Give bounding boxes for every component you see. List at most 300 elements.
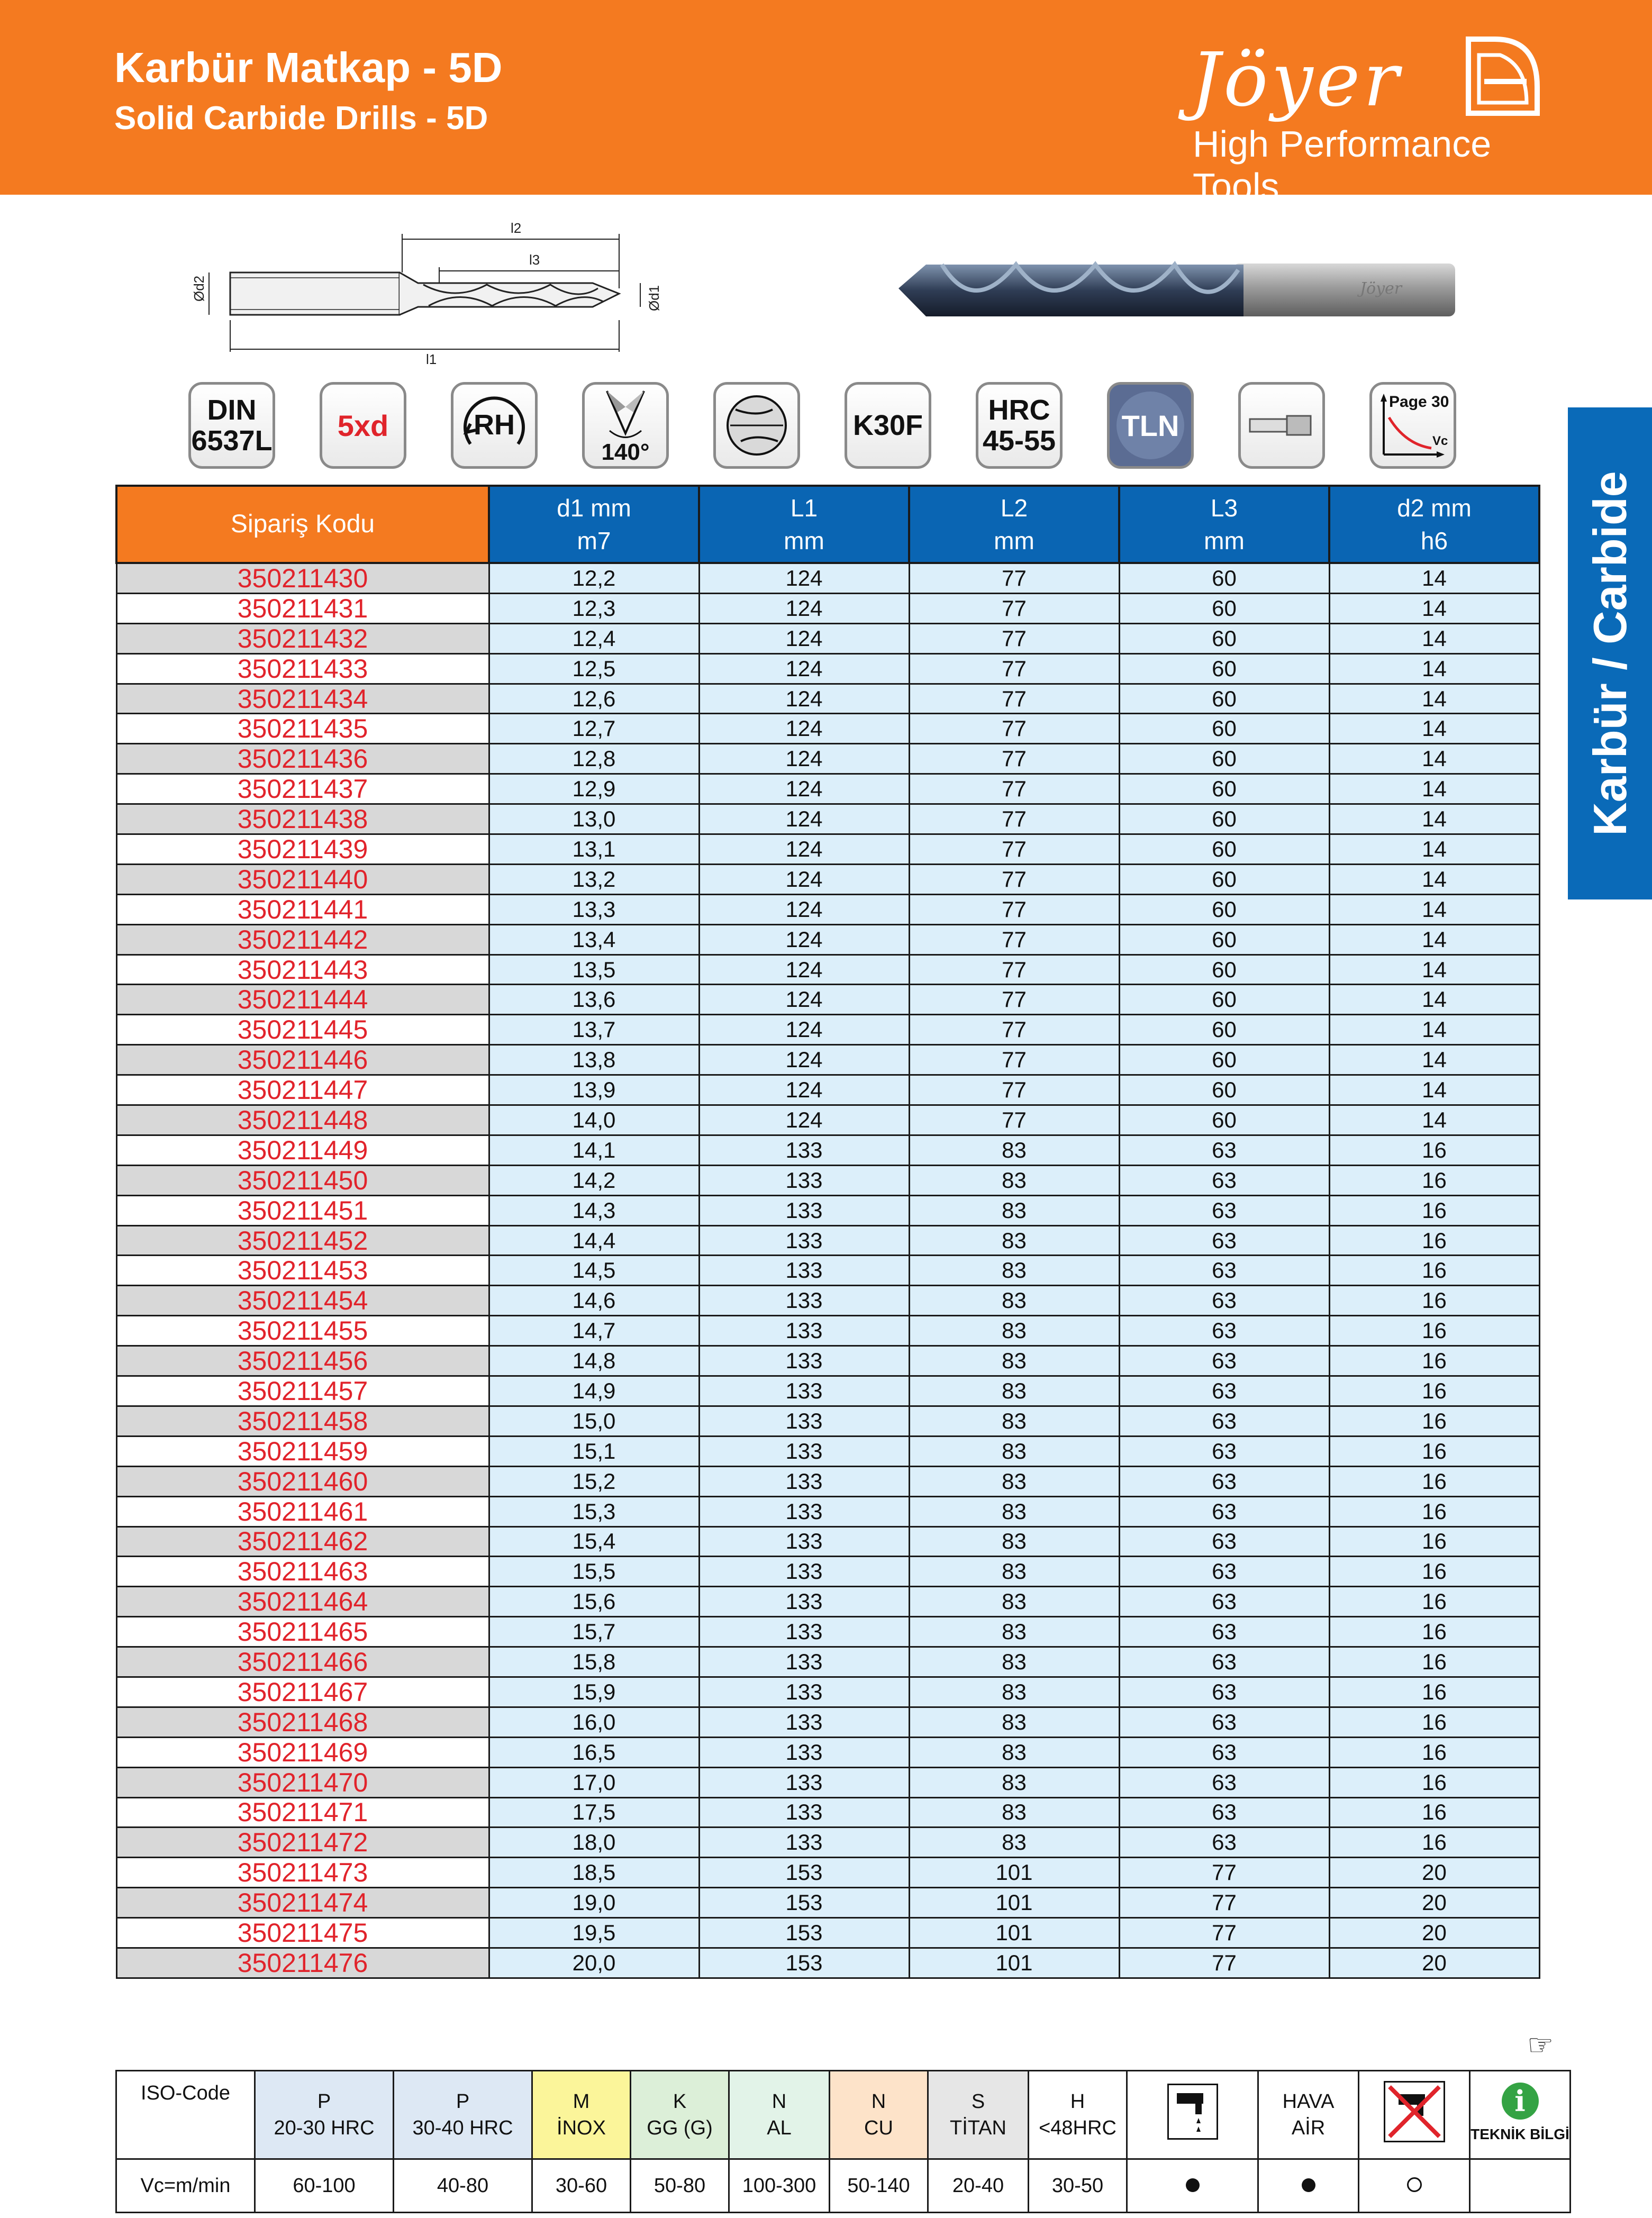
pointing-hand-icon: ☞ bbox=[1527, 2028, 1554, 2061]
cell-d2: 16 bbox=[1329, 1316, 1539, 1346]
cell-l3: 63 bbox=[1119, 1828, 1329, 1858]
dim-l3: l3 bbox=[529, 252, 540, 268]
cell-d1: 13,4 bbox=[489, 924, 699, 955]
cell-l2: 83 bbox=[909, 1587, 1119, 1617]
cell-d2: 16 bbox=[1329, 1406, 1539, 1436]
cell-order-code: 350211443 bbox=[116, 955, 489, 985]
cell-l3: 60 bbox=[1119, 985, 1329, 1015]
cell-d1: 14,7 bbox=[489, 1316, 699, 1346]
cell-order-code: 350211451 bbox=[116, 1195, 489, 1225]
cell-order-code: 350211473 bbox=[116, 1858, 489, 1888]
table-row bbox=[116, 744, 1539, 774]
iso-s: S TİTAN bbox=[928, 2071, 1029, 2159]
cell-d2: 16 bbox=[1329, 1165, 1539, 1195]
cell-l1: 133 bbox=[699, 1316, 909, 1346]
technical-info: i TEKNİK BİLGİ bbox=[1470, 2071, 1571, 2159]
cell-d1: 15,3 bbox=[489, 1496, 699, 1526]
cell-order-code: 350211445 bbox=[116, 1015, 489, 1045]
table-row bbox=[116, 714, 1539, 744]
table-row bbox=[116, 1587, 1539, 1617]
iso-code-label: ISO-Code bbox=[116, 2071, 255, 2159]
cell-d2: 20 bbox=[1329, 1918, 1539, 1948]
cell-d2: 14 bbox=[1329, 1075, 1539, 1105]
cell-l2: 77 bbox=[909, 774, 1119, 804]
cell-l1: 124 bbox=[699, 623, 909, 653]
cell-l2: 77 bbox=[909, 714, 1119, 744]
cell-order-code: 350211461 bbox=[116, 1496, 489, 1526]
cell-order-code: 350211431 bbox=[116, 593, 489, 623]
cell-d2: 16 bbox=[1329, 1557, 1539, 1587]
cell-d2: 16 bbox=[1329, 1587, 1539, 1617]
cell-order-code: 350211472 bbox=[116, 1828, 489, 1858]
cell-l1: 133 bbox=[699, 1496, 909, 1526]
cell-d1: 14,1 bbox=[489, 1135, 699, 1165]
cutting-speed-row bbox=[116, 2159, 1571, 2213]
cell-d2: 16 bbox=[1329, 1346, 1539, 1376]
cell-d1: 18,0 bbox=[489, 1828, 699, 1858]
cell-d2: 16 bbox=[1329, 1737, 1539, 1767]
cell-l3: 60 bbox=[1119, 744, 1329, 774]
header-l1: L1 mm bbox=[699, 486, 909, 563]
cell-d1: 12,8 bbox=[489, 744, 699, 774]
vc-m: 30-60 bbox=[532, 2159, 631, 2213]
table-row bbox=[116, 894, 1539, 924]
table-row bbox=[116, 1557, 1539, 1587]
cell-l3: 63 bbox=[1119, 1165, 1329, 1195]
cell-d1: 19,0 bbox=[489, 1888, 699, 1918]
drill-photo bbox=[894, 249, 1466, 328]
cell-l3: 77 bbox=[1119, 1888, 1329, 1918]
cell-l1: 133 bbox=[699, 1436, 909, 1466]
table-row bbox=[116, 1135, 1539, 1165]
cell-l2: 77 bbox=[909, 1075, 1119, 1105]
dim-d1: Ød1 bbox=[646, 285, 662, 311]
cell-d2: 20 bbox=[1329, 1888, 1539, 1918]
cell-d1: 12,3 bbox=[489, 593, 699, 623]
table-row bbox=[116, 1466, 1539, 1496]
cell-l2: 83 bbox=[909, 1195, 1119, 1225]
title-turkish: Karbür Matkap - 5D bbox=[114, 44, 503, 91]
cell-d1: 13,3 bbox=[489, 894, 699, 924]
cell-l1: 133 bbox=[699, 1135, 909, 1165]
cell-l1: 124 bbox=[699, 955, 909, 985]
cell-l1: 124 bbox=[699, 1045, 909, 1075]
carbide-grade-icon: K30F bbox=[845, 382, 931, 469]
cell-d1: 15,1 bbox=[489, 1436, 699, 1466]
cell-order-code: 350211441 bbox=[116, 894, 489, 924]
cell-order-code: 350211433 bbox=[116, 653, 489, 684]
cell-l3: 60 bbox=[1119, 924, 1329, 955]
product-table bbox=[115, 485, 1540, 1979]
cell-d1: 14,2 bbox=[489, 1165, 699, 1195]
table-row bbox=[116, 1888, 1539, 1918]
cell-l1: 124 bbox=[699, 804, 909, 834]
cell-d2: 14 bbox=[1329, 1045, 1539, 1075]
cell-order-code: 350211432 bbox=[116, 623, 489, 653]
table-body bbox=[116, 563, 1539, 1978]
cell-l2: 83 bbox=[909, 1557, 1119, 1587]
cell-l1: 133 bbox=[699, 1617, 909, 1647]
cell-l1: 133 bbox=[699, 1737, 909, 1767]
cell-l3: 60 bbox=[1119, 864, 1329, 894]
table-row bbox=[116, 1165, 1539, 1195]
table-row bbox=[116, 1496, 1539, 1526]
cell-l2: 83 bbox=[909, 1346, 1119, 1376]
cell-order-code: 350211465 bbox=[116, 1617, 489, 1647]
din-standard-icon: DIN 6537L bbox=[188, 382, 275, 469]
table-row bbox=[116, 1045, 1539, 1075]
cell-l2: 101 bbox=[909, 1888, 1119, 1918]
cell-l3: 63 bbox=[1119, 1647, 1329, 1677]
cell-order-code: 350211444 bbox=[116, 985, 489, 1015]
cell-d2: 14 bbox=[1329, 563, 1539, 593]
cell-l2: 77 bbox=[909, 924, 1119, 955]
cell-l3: 60 bbox=[1119, 804, 1329, 834]
iso-h: H <48HRC bbox=[1029, 2071, 1127, 2159]
category-tab bbox=[1568, 407, 1652, 899]
cell-l3: 60 bbox=[1119, 714, 1329, 744]
cell-d1: 15,0 bbox=[489, 1406, 699, 1436]
cell-l2: 83 bbox=[909, 1526, 1119, 1557]
cell-d1: 16,5 bbox=[489, 1737, 699, 1767]
cell-l1: 133 bbox=[699, 1406, 909, 1436]
cell-order-code: 350211440 bbox=[116, 864, 489, 894]
cell-l1: 153 bbox=[699, 1858, 909, 1888]
cell-l1: 133 bbox=[699, 1677, 909, 1707]
cell-order-code: 350211458 bbox=[116, 1406, 489, 1436]
cell-l2: 77 bbox=[909, 1105, 1119, 1135]
table-row bbox=[116, 1105, 1539, 1135]
cell-l2: 83 bbox=[909, 1677, 1119, 1707]
cell-d2: 16 bbox=[1329, 1195, 1539, 1225]
cell-l2: 77 bbox=[909, 744, 1119, 774]
cell-l1: 133 bbox=[699, 1767, 909, 1797]
cell-order-code: 350211466 bbox=[116, 1647, 489, 1677]
cell-l2: 83 bbox=[909, 1707, 1119, 1737]
cell-l2: 83 bbox=[909, 1225, 1119, 1256]
cell-d2: 16 bbox=[1329, 1617, 1539, 1647]
cell-l3: 60 bbox=[1119, 623, 1329, 653]
table-row bbox=[116, 1617, 1539, 1647]
cell-d2: 14 bbox=[1329, 834, 1539, 865]
cell-order-code: 350211468 bbox=[116, 1707, 489, 1737]
technical-info-empty bbox=[1470, 2159, 1571, 2213]
cell-d2: 14 bbox=[1329, 744, 1539, 774]
cell-l2: 77 bbox=[909, 623, 1119, 653]
table-row bbox=[116, 1015, 1539, 1045]
cell-l3: 63 bbox=[1119, 1376, 1329, 1406]
cell-l2: 77 bbox=[909, 1015, 1119, 1045]
cell-l1: 153 bbox=[699, 1918, 909, 1948]
cell-d1: 13,5 bbox=[489, 955, 699, 985]
air-cooling-label: HAVA AİR bbox=[1258, 2071, 1359, 2159]
dim-l2: l2 bbox=[511, 222, 522, 236]
cell-l3: 60 bbox=[1119, 774, 1329, 804]
cell-l3: 63 bbox=[1119, 1466, 1329, 1496]
cell-l3: 63 bbox=[1119, 1256, 1329, 1286]
cell-d1: 13,1 bbox=[489, 834, 699, 865]
cell-d1: 15,2 bbox=[489, 1466, 699, 1496]
cell-d1: 13,2 bbox=[489, 864, 699, 894]
table-row bbox=[116, 985, 1539, 1015]
air-recommended-dot bbox=[1258, 2159, 1359, 2213]
cell-order-code: 350211454 bbox=[116, 1286, 489, 1316]
cell-l3: 60 bbox=[1119, 1075, 1329, 1105]
cross-section-icon bbox=[713, 382, 800, 469]
cell-order-code: 350211476 bbox=[116, 1948, 489, 1978]
cell-order-code: 350211470 bbox=[116, 1767, 489, 1797]
dim-l1: l1 bbox=[426, 351, 437, 365]
vc-p1: 60-100 bbox=[255, 2159, 394, 2213]
cell-order-code: 350211469 bbox=[116, 1737, 489, 1767]
cell-l3: 63 bbox=[1119, 1316, 1329, 1346]
cell-l1: 133 bbox=[699, 1225, 909, 1256]
cell-order-code: 350211438 bbox=[116, 804, 489, 834]
table-row bbox=[116, 684, 1539, 714]
feature-icons bbox=[188, 382, 1469, 472]
table-row bbox=[116, 593, 1539, 623]
info-icon: i bbox=[1502, 2083, 1539, 2120]
table-row bbox=[116, 1406, 1539, 1436]
cell-l2: 83 bbox=[909, 1797, 1119, 1828]
cell-d2: 14 bbox=[1329, 714, 1539, 744]
cell-l3: 60 bbox=[1119, 894, 1329, 924]
cell-l3: 63 bbox=[1119, 1496, 1329, 1526]
table-row bbox=[116, 1918, 1539, 1948]
cell-d2: 16 bbox=[1329, 1707, 1539, 1737]
cell-order-code: 350211467 bbox=[116, 1677, 489, 1707]
cell-l2: 83 bbox=[909, 1496, 1119, 1526]
cell-l2: 101 bbox=[909, 1858, 1119, 1888]
cell-l2: 77 bbox=[909, 653, 1119, 684]
cell-l3: 60 bbox=[1119, 653, 1329, 684]
cell-d2: 20 bbox=[1329, 1858, 1539, 1888]
cell-d1: 15,5 bbox=[489, 1557, 699, 1587]
cell-l3: 63 bbox=[1119, 1617, 1329, 1647]
cell-l1: 124 bbox=[699, 1105, 909, 1135]
cell-l2: 77 bbox=[909, 985, 1119, 1015]
cell-l1: 133 bbox=[699, 1466, 909, 1496]
cell-order-code: 350211452 bbox=[116, 1225, 489, 1256]
cell-d1: 17,5 bbox=[489, 1797, 699, 1828]
table-row bbox=[116, 1346, 1539, 1376]
cell-l2: 83 bbox=[909, 1828, 1119, 1858]
cell-order-code: 350211442 bbox=[116, 924, 489, 955]
cell-l1: 124 bbox=[699, 985, 909, 1015]
cell-l3: 60 bbox=[1119, 684, 1329, 714]
table-row bbox=[116, 1707, 1539, 1737]
cell-d2: 14 bbox=[1329, 1105, 1539, 1135]
hardness-icon: HRC 45-55 bbox=[976, 382, 1063, 469]
cell-l2: 83 bbox=[909, 1617, 1119, 1647]
cell-d1: 14,5 bbox=[489, 1256, 699, 1286]
depth-5xd-icon: 5xd bbox=[320, 382, 406, 469]
cell-l1: 133 bbox=[699, 1828, 909, 1858]
cell-d1: 19,5 bbox=[489, 1918, 699, 1948]
vc-p2: 40-80 bbox=[394, 2159, 532, 2213]
cell-l1: 124 bbox=[699, 774, 909, 804]
cell-order-code: 350211459 bbox=[116, 1436, 489, 1466]
header-l2: L2 mm bbox=[909, 486, 1119, 563]
cell-l1: 124 bbox=[699, 593, 909, 623]
cell-l1: 124 bbox=[699, 864, 909, 894]
cell-d1: 13,6 bbox=[489, 985, 699, 1015]
cell-l3: 77 bbox=[1119, 1918, 1329, 1948]
cell-d1: 12,7 bbox=[489, 714, 699, 744]
cell-d1: 17,0 bbox=[489, 1767, 699, 1797]
svg-text:Vc: Vc bbox=[1432, 434, 1448, 448]
iso-p2: P 30-40 HRC bbox=[394, 2071, 532, 2159]
cell-d1: 13,7 bbox=[489, 1015, 699, 1045]
table-row bbox=[116, 1376, 1539, 1406]
cell-d1: 20,0 bbox=[489, 1948, 699, 1978]
cell-l2: 83 bbox=[909, 1286, 1119, 1316]
header-l3: L3 mm bbox=[1119, 486, 1329, 563]
side-strip bbox=[1568, 0, 1652, 2218]
cell-order-code: 350211460 bbox=[116, 1466, 489, 1496]
table-row bbox=[116, 955, 1539, 985]
cell-d2: 16 bbox=[1329, 1436, 1539, 1466]
table-row bbox=[116, 1316, 1539, 1346]
cell-l3: 77 bbox=[1119, 1858, 1329, 1888]
cell-l1: 124 bbox=[699, 653, 909, 684]
vc-k: 50-80 bbox=[631, 2159, 729, 2213]
cell-d2: 14 bbox=[1329, 955, 1539, 985]
cell-d2: 14 bbox=[1329, 684, 1539, 714]
svg-text:Page 30: Page 30 bbox=[1389, 393, 1449, 411]
shank-type-icon bbox=[1238, 382, 1325, 469]
cell-d2: 16 bbox=[1329, 1526, 1539, 1557]
cell-l1: 124 bbox=[699, 684, 909, 714]
cell-d1: 14,4 bbox=[489, 1225, 699, 1256]
cell-l3: 63 bbox=[1119, 1526, 1329, 1557]
table-row bbox=[116, 1948, 1539, 1978]
cell-l3: 60 bbox=[1119, 593, 1329, 623]
cell-order-code: 350211449 bbox=[116, 1135, 489, 1165]
vc-s: 20-40 bbox=[928, 2159, 1029, 2213]
cell-d1: 12,9 bbox=[489, 774, 699, 804]
vc-h: 30-50 bbox=[1029, 2159, 1127, 2213]
svg-text:140°: 140° bbox=[601, 439, 650, 465]
cell-l2: 83 bbox=[909, 1406, 1119, 1436]
cell-order-code: 350211475 bbox=[116, 1918, 489, 1948]
table-row bbox=[116, 864, 1539, 894]
iso-cutting-table bbox=[115, 2070, 1571, 2213]
cell-l3: 63 bbox=[1119, 1135, 1329, 1165]
cell-d1: 14,8 bbox=[489, 1346, 699, 1376]
cell-d2: 16 bbox=[1329, 1496, 1539, 1526]
cell-d2: 14 bbox=[1329, 864, 1539, 894]
cell-l3: 63 bbox=[1119, 1797, 1329, 1828]
header-d1: d1 mm m7 bbox=[489, 486, 699, 563]
table-row bbox=[116, 834, 1539, 865]
no-coolant-icon bbox=[1359, 2071, 1470, 2159]
cell-order-code: 350211455 bbox=[116, 1316, 489, 1346]
drill-dimension-diagram bbox=[180, 222, 677, 365]
cell-l2: 77 bbox=[909, 864, 1119, 894]
table-row bbox=[116, 1647, 1539, 1677]
iso-m: M İNOX bbox=[532, 2071, 631, 2159]
cell-d1: 13,8 bbox=[489, 1045, 699, 1075]
table-row bbox=[116, 804, 1539, 834]
cell-l2: 77 bbox=[909, 563, 1119, 593]
cell-d2: 14 bbox=[1329, 623, 1539, 653]
cell-order-code: 350211434 bbox=[116, 684, 489, 714]
cell-order-code: 350211446 bbox=[116, 1045, 489, 1075]
cell-l1: 124 bbox=[699, 744, 909, 774]
point-angle-icon bbox=[582, 382, 669, 469]
right-hand-rotation-icon bbox=[451, 382, 538, 469]
cell-l1: 124 bbox=[699, 1075, 909, 1105]
cell-l3: 77 bbox=[1119, 1948, 1329, 1978]
vc-n-al: 100-300 bbox=[729, 2159, 830, 2213]
cell-d1: 12,5 bbox=[489, 653, 699, 684]
table-header-row bbox=[116, 486, 1539, 563]
cell-l3: 60 bbox=[1119, 1105, 1329, 1135]
cell-l2: 77 bbox=[909, 834, 1119, 865]
cell-order-code: 350211474 bbox=[116, 1888, 489, 1918]
title-english: Solid Carbide Drills - 5D bbox=[114, 100, 488, 137]
cell-d2: 16 bbox=[1329, 1647, 1539, 1677]
cell-l1: 133 bbox=[699, 1165, 909, 1195]
brand-name: Jöyer bbox=[1191, 37, 1402, 123]
cell-l3: 63 bbox=[1119, 1737, 1329, 1767]
coolant-icon bbox=[1127, 2071, 1258, 2159]
cutting-data-chart-icon bbox=[1369, 382, 1456, 469]
brand-tagline: High Performance Tools bbox=[1193, 123, 1492, 207]
table-row bbox=[116, 1075, 1539, 1105]
cell-order-code: 350211457 bbox=[116, 1376, 489, 1406]
cell-d2: 16 bbox=[1329, 1828, 1539, 1858]
dry-optional-ring bbox=[1359, 2159, 1470, 2213]
cell-d2: 16 bbox=[1329, 1286, 1539, 1316]
cell-order-code: 350211471 bbox=[116, 1797, 489, 1828]
cell-d1: 13,0 bbox=[489, 804, 699, 834]
cell-d2: 16 bbox=[1329, 1135, 1539, 1165]
cell-order-code: 350211439 bbox=[116, 834, 489, 865]
cell-l1: 133 bbox=[699, 1526, 909, 1557]
cell-l2: 77 bbox=[909, 955, 1119, 985]
cell-l1: 153 bbox=[699, 1948, 909, 1978]
cell-l3: 60 bbox=[1119, 955, 1329, 985]
coating-icon: TLN bbox=[1107, 382, 1194, 469]
table-row bbox=[116, 1858, 1539, 1888]
cell-d2: 16 bbox=[1329, 1376, 1539, 1406]
table-row bbox=[116, 1436, 1539, 1466]
dim-d2: Ød2 bbox=[191, 275, 207, 302]
brand-logo bbox=[1191, 26, 1550, 207]
iso-p1: P 20-30 HRC bbox=[255, 2071, 394, 2159]
table-row bbox=[116, 1526, 1539, 1557]
cell-l1: 133 bbox=[699, 1797, 909, 1828]
cell-d1: 14,6 bbox=[489, 1286, 699, 1316]
cell-l2: 83 bbox=[909, 1466, 1119, 1496]
cell-l2: 83 bbox=[909, 1316, 1119, 1346]
iso-k: K GG (G) bbox=[631, 2071, 729, 2159]
brand-mark-icon bbox=[1463, 34, 1542, 121]
cell-order-code: 350211463 bbox=[116, 1557, 489, 1587]
cell-order-code: 350211430 bbox=[116, 563, 489, 593]
table-row bbox=[116, 1797, 1539, 1828]
cell-d2: 16 bbox=[1329, 1225, 1539, 1256]
cell-l3: 63 bbox=[1119, 1225, 1329, 1256]
cell-l1: 124 bbox=[699, 834, 909, 865]
cell-d1: 16,0 bbox=[489, 1707, 699, 1737]
table-row bbox=[116, 774, 1539, 804]
table-row bbox=[116, 1256, 1539, 1286]
header-d2: d2 mm h6 bbox=[1329, 486, 1539, 563]
cell-order-code: 350211450 bbox=[116, 1165, 489, 1195]
